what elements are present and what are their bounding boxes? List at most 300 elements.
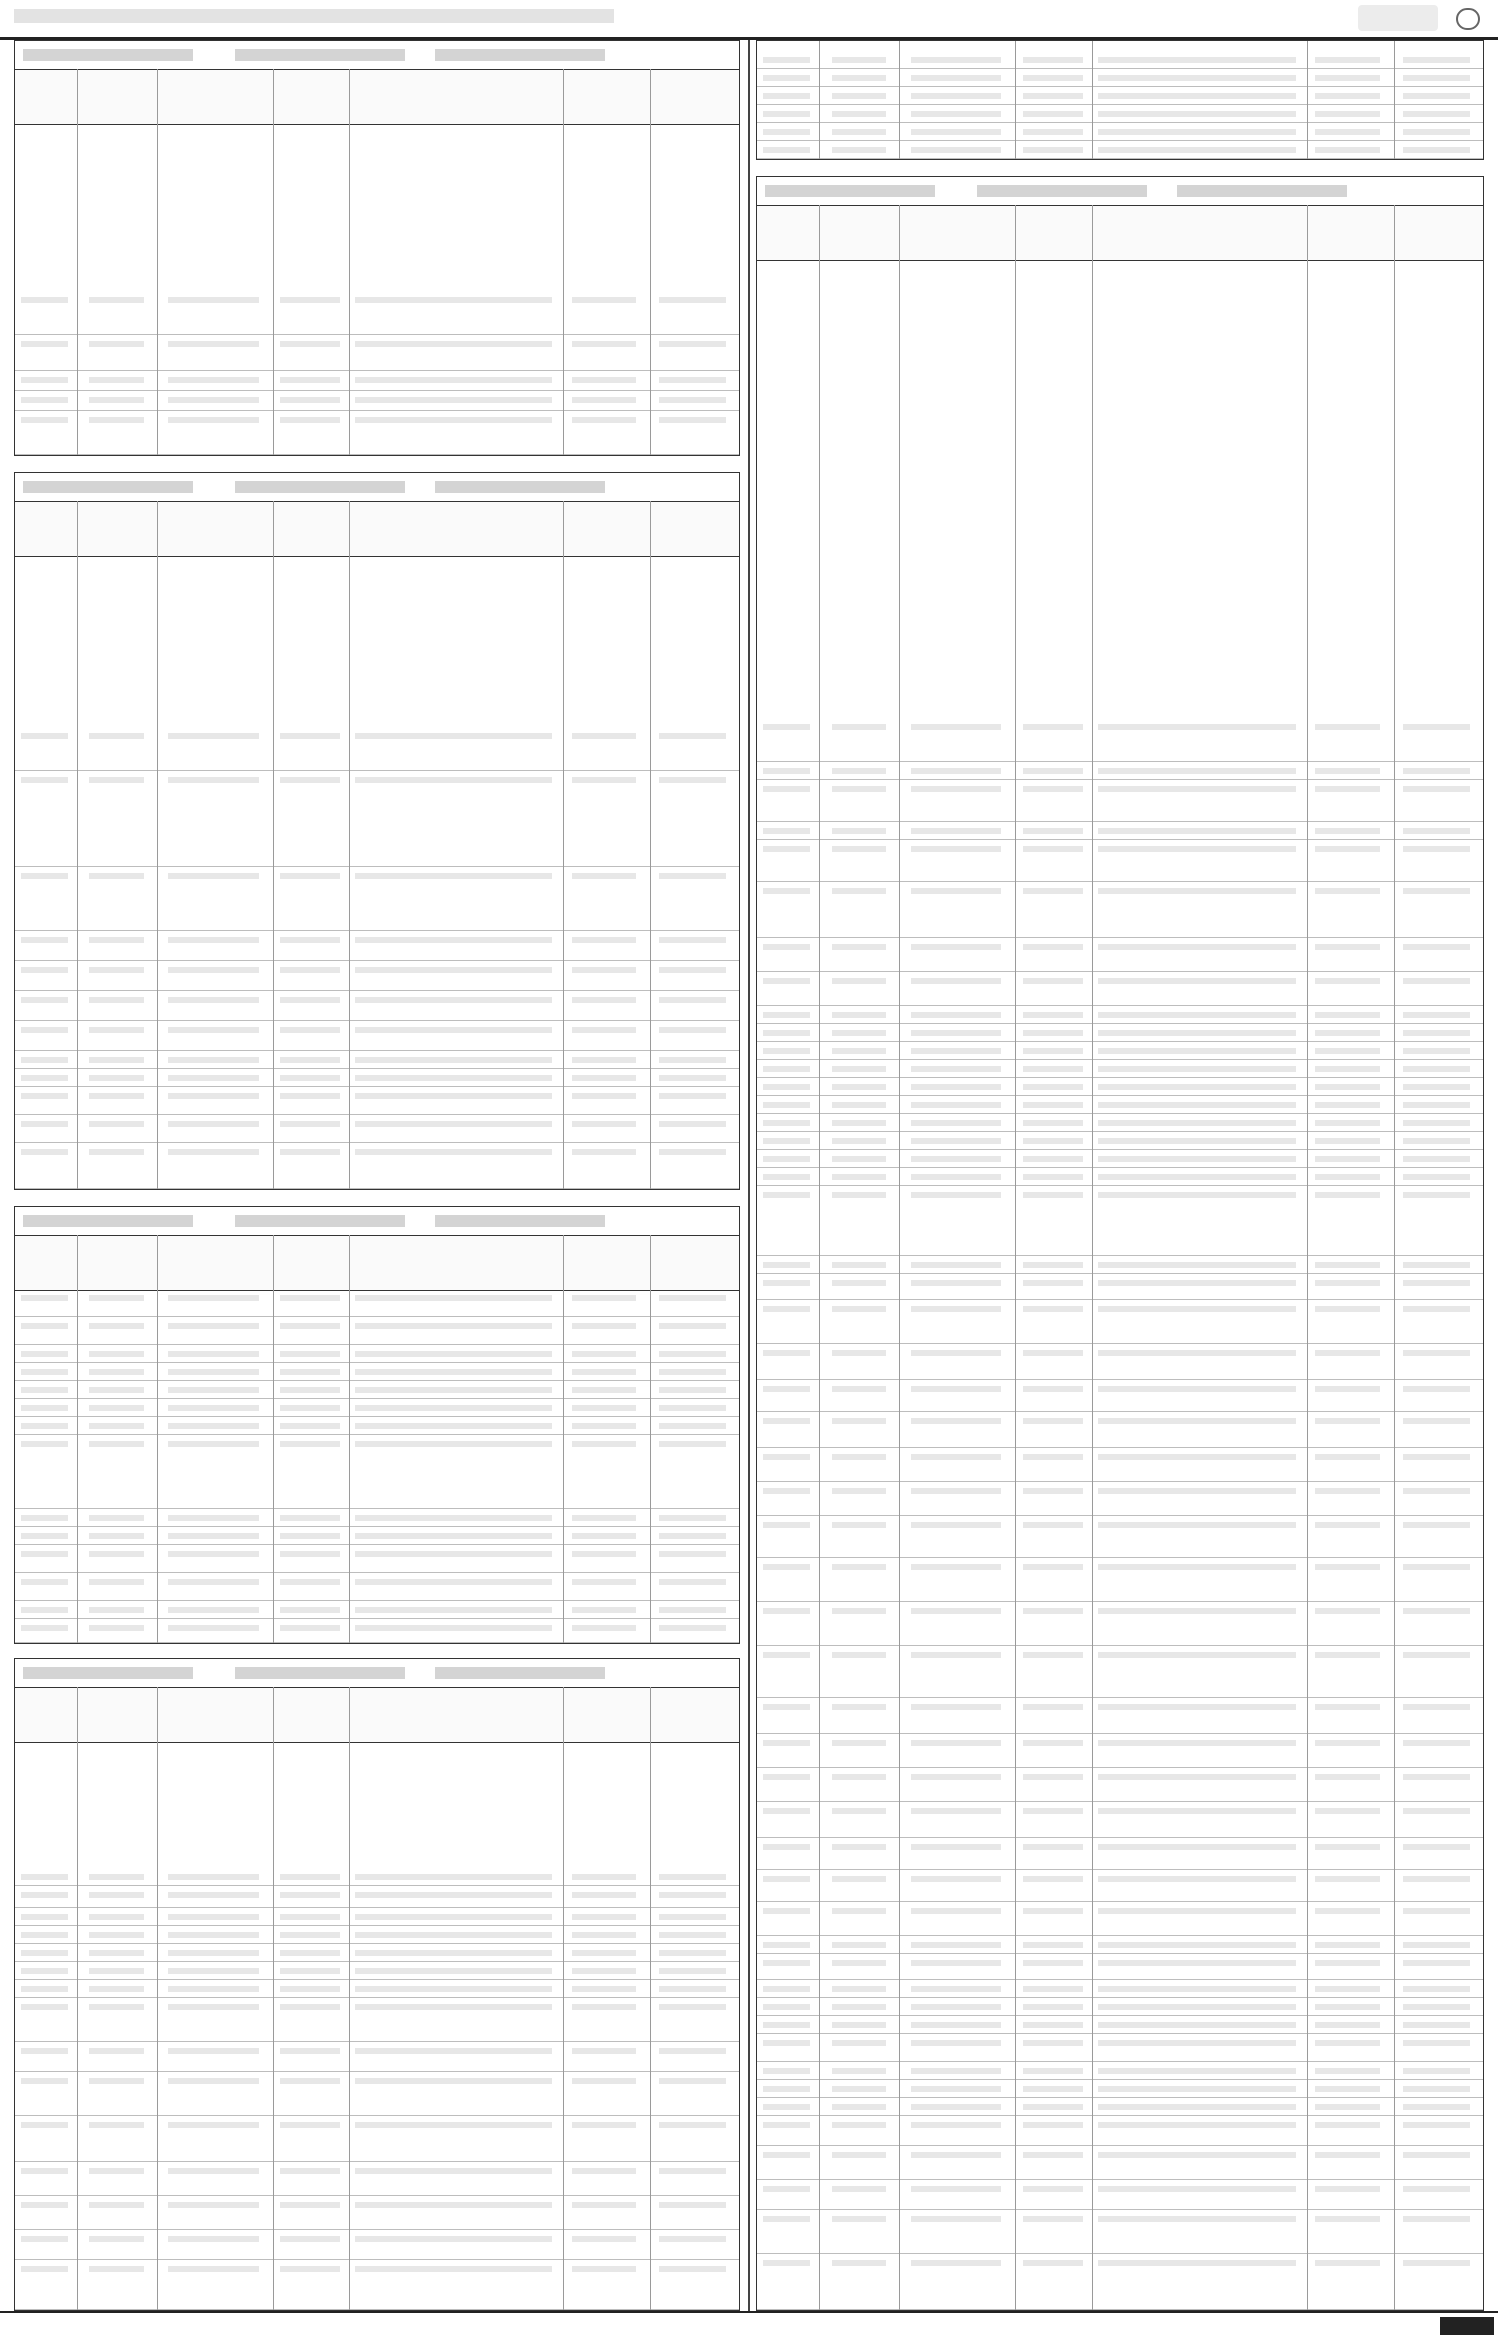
table-cell <box>355 1405 552 1411</box>
table-cell <box>911 1876 1002 1882</box>
table-cell <box>89 1323 143 1329</box>
table-cell <box>355 1607 552 1613</box>
table-cell <box>168 1914 259 1920</box>
table-row <box>757 2098 1483 2116</box>
table-row <box>15 2116 739 2162</box>
table-cell <box>1403 2040 1470 2046</box>
table-cell <box>1023 1986 1083 1992</box>
table-cell <box>1315 888 1380 894</box>
table-cell <box>911 2152 1002 2158</box>
table-row <box>15 1087 739 1115</box>
table-cell <box>168 1625 259 1631</box>
table-cell <box>1023 75 1083 81</box>
table-cell <box>1023 724 1083 730</box>
table-cell <box>911 2122 1002 2128</box>
heading-text <box>765 185 935 197</box>
table-cell <box>572 1441 636 1447</box>
table-cell <box>659 1057 726 1063</box>
table-cell <box>1403 1488 1470 1494</box>
table-cell <box>1098 2186 1296 2192</box>
table-cell <box>1098 1066 1296 1072</box>
table-cell <box>832 1192 886 1198</box>
table-cell <box>1023 2104 1083 2110</box>
table-cell <box>355 1423 552 1429</box>
heading-text <box>235 1667 405 1679</box>
table-row <box>15 1998 739 2042</box>
table-cell <box>572 1351 636 1357</box>
table-cell <box>1098 1102 1296 1108</box>
table-cell <box>1098 1350 1296 1356</box>
table-cell <box>572 2078 636 2084</box>
table-cell <box>355 873 552 879</box>
table-cell <box>832 1876 886 1882</box>
table-cell <box>1098 1386 1296 1392</box>
table-cell <box>168 297 259 303</box>
table-cell <box>1403 1156 1470 1162</box>
table-cell <box>659 2266 726 2272</box>
table-cell <box>911 57 1002 63</box>
table-cell <box>572 341 636 347</box>
table-cell <box>21 1351 68 1357</box>
table-cell <box>280 777 339 783</box>
table-cell <box>355 2202 552 2208</box>
table-cell <box>168 1093 259 1099</box>
heading-text <box>977 185 1147 197</box>
table-cell <box>1403 93 1470 99</box>
table-row <box>757 1954 1483 1980</box>
table-row <box>15 1980 739 1998</box>
table-cell <box>763 1808 810 1814</box>
table-cell <box>911 1306 1002 1312</box>
table-cell <box>89 1387 143 1393</box>
table-cell <box>1403 1608 1470 1614</box>
table-cell <box>832 2022 886 2028</box>
table-cell <box>1098 75 1296 81</box>
table-cell <box>832 57 886 63</box>
table-row <box>757 1042 1483 1060</box>
masthead <box>0 0 1498 40</box>
table-cell <box>572 1423 636 1429</box>
table-cell <box>168 1405 259 1411</box>
table-cell <box>832 2122 886 2128</box>
table-row <box>757 1060 1483 1078</box>
table-cell <box>911 828 1002 834</box>
column-rule <box>157 501 158 1189</box>
table-cell <box>763 2152 810 2158</box>
table-cell <box>280 1405 339 1411</box>
table-cell <box>659 1551 726 1557</box>
table-cell <box>659 2202 726 2208</box>
table-cell <box>911 1960 1002 1966</box>
table-cell <box>89 1874 143 1880</box>
table-cell <box>280 1441 339 1447</box>
table-cell <box>763 1844 810 1850</box>
table-cell <box>1315 1012 1380 1018</box>
table-row <box>15 1886 739 1908</box>
table-cell <box>1403 1908 1470 1914</box>
table-cell <box>1023 147 1083 153</box>
table-cell <box>168 2266 259 2272</box>
table-row <box>757 2016 1483 2034</box>
table-cell <box>168 1295 259 1301</box>
table-cell <box>355 1351 552 1357</box>
table-cell <box>280 1607 339 1613</box>
table-cell <box>832 2086 886 2092</box>
table-cell <box>832 2186 886 2192</box>
table-cell <box>1023 1942 1083 1948</box>
table-cell <box>168 1551 259 1557</box>
column-rule <box>563 1687 564 2310</box>
table-cell <box>832 1102 886 1108</box>
table-cell <box>763 786 810 792</box>
table-cell <box>1315 1488 1380 1494</box>
table-cell <box>763 1774 810 1780</box>
table-cell <box>1403 1942 1470 1948</box>
table-cell <box>659 1607 726 1613</box>
table-cell <box>1315 1280 1380 1286</box>
table-cell <box>168 1369 259 1375</box>
section-left-1 <box>14 40 740 456</box>
table-cell <box>21 1968 68 1974</box>
table-cell <box>572 997 636 1003</box>
table-cell <box>1403 1774 1470 1780</box>
table-cell <box>355 1968 552 1974</box>
table-cell <box>763 2104 810 2110</box>
table-cell <box>168 1423 259 1429</box>
table-cell <box>1315 1102 1380 1108</box>
table-row <box>15 1908 739 1926</box>
table-cell <box>1023 1030 1083 1036</box>
table-cell <box>572 1149 636 1155</box>
table-cell <box>1023 1522 1083 1528</box>
table-cell <box>572 1369 636 1375</box>
table-cell <box>911 1608 1002 1614</box>
table-cell <box>1315 724 1380 730</box>
table-cell <box>280 2168 339 2174</box>
table-cell <box>832 1942 886 1948</box>
table-row <box>757 1274 1483 1300</box>
table-cell <box>1315 2004 1380 2010</box>
table-cell <box>1315 2040 1380 2046</box>
table-cell <box>355 937 552 943</box>
table-cell <box>911 1280 1002 1286</box>
section-heading <box>15 473 739 502</box>
table-cell <box>911 2104 1002 2110</box>
table-row <box>15 1363 739 1381</box>
table-cell <box>168 1968 259 1974</box>
table-cell <box>1315 1048 1380 1054</box>
table-cell <box>832 1740 886 1746</box>
table-row <box>757 1516 1483 1558</box>
table-cell <box>21 2202 68 2208</box>
table-cell <box>832 1488 886 1494</box>
table-cell <box>21 1892 68 1898</box>
table-cell <box>1315 2216 1380 2222</box>
table-cell <box>355 1533 552 1539</box>
table-cell <box>572 1950 636 1956</box>
table-cell <box>832 978 886 984</box>
table-cell <box>832 2040 886 2046</box>
table-cell <box>1403 1280 1470 1286</box>
table-cell <box>1098 1876 1296 1882</box>
table-cell <box>911 2186 1002 2192</box>
table-cell <box>1315 57 1380 63</box>
table-cell <box>911 1102 1002 1108</box>
table-cell <box>659 2168 726 2174</box>
table-cell <box>1098 57 1296 63</box>
table-cell <box>1098 93 1296 99</box>
table-row <box>757 2210 1483 2254</box>
table-cell <box>168 1149 259 1155</box>
column-rule <box>1092 205 1093 2310</box>
table-cell <box>1098 129 1296 135</box>
table-cell <box>1315 2122 1380 2128</box>
table-body <box>757 51 1483 159</box>
table-cell <box>280 873 339 879</box>
table-cell <box>1403 1960 1470 1966</box>
table-cell <box>1315 1808 1380 1814</box>
column-rule <box>650 69 651 455</box>
table-cell <box>1315 1030 1380 1036</box>
heading-text <box>235 481 405 493</box>
table-cell <box>1023 1774 1083 1780</box>
table-cell <box>911 1986 1002 1992</box>
table-cell <box>355 1986 552 1992</box>
table-cell <box>21 1515 68 1521</box>
table-cell <box>832 1808 886 1814</box>
table-cell <box>659 377 726 383</box>
table-cell <box>1023 1306 1083 1312</box>
table-cell <box>659 2122 726 2128</box>
table-cell <box>1023 1908 1083 1914</box>
table-row <box>757 938 1483 972</box>
table-cell <box>1098 2086 1296 2092</box>
table-cell <box>1403 2186 1470 2192</box>
table-cell <box>832 129 886 135</box>
column-header-row <box>15 502 739 557</box>
section-left-3 <box>14 1206 740 1644</box>
table-cell <box>280 2078 339 2084</box>
table-cell <box>1023 1454 1083 1460</box>
table-cell <box>280 1968 339 1974</box>
column-rule <box>563 1235 564 1643</box>
table-cell <box>355 1075 552 1081</box>
table-cell <box>89 1057 143 1063</box>
table-cell <box>280 1323 339 1329</box>
table-cell <box>659 1986 726 1992</box>
table-cell <box>1315 1652 1380 1658</box>
table-cell <box>355 1874 552 1880</box>
table-cell <box>763 1030 810 1036</box>
table-cell <box>572 937 636 943</box>
table-cell <box>572 1295 636 1301</box>
table-row <box>757 1802 1483 1838</box>
table-row <box>757 141 1483 159</box>
table-cell <box>572 1968 636 1974</box>
table-cell <box>659 1295 726 1301</box>
table-cell <box>1315 1908 1380 1914</box>
table-cell <box>1315 129 1380 135</box>
table-cell <box>1315 1306 1380 1312</box>
table-cell <box>355 1369 552 1375</box>
table-cell <box>168 1351 259 1357</box>
table-cell <box>659 1423 726 1429</box>
table-cell <box>355 1027 552 1033</box>
table-cell <box>1098 1280 1296 1286</box>
table-cell <box>1403 1564 1470 1570</box>
table-cell <box>1023 1350 1083 1356</box>
table-cell <box>21 297 68 303</box>
table-cell <box>911 1138 1002 1144</box>
page-number-badge <box>1456 8 1480 30</box>
table-cell <box>168 2048 259 2054</box>
table-cell <box>763 1608 810 1614</box>
table-cell <box>832 888 886 894</box>
table-cell <box>1023 786 1083 792</box>
table-cell <box>21 967 68 973</box>
table-cell <box>572 2202 636 2208</box>
table-cell <box>1098 1488 1296 1494</box>
table-cell <box>280 2048 339 2054</box>
table-cell <box>89 2122 143 2128</box>
table-cell <box>1098 1608 1296 1614</box>
table-cell <box>1403 1844 1470 1850</box>
table-cell <box>1098 1084 1296 1090</box>
table-cell <box>572 2168 636 2174</box>
table-cell <box>572 1515 636 1521</box>
table-cell <box>89 1551 143 1557</box>
table-cell <box>21 1405 68 1411</box>
table-cell <box>280 1625 339 1631</box>
table-row <box>15 1417 739 1435</box>
table-cell <box>911 944 1002 950</box>
table-cell <box>832 1280 886 1286</box>
table-cell <box>168 1323 259 1329</box>
table-cell <box>1098 724 1296 730</box>
table-cell <box>659 1892 726 1898</box>
table-cell <box>763 1138 810 1144</box>
table-row <box>15 335 739 371</box>
table-cell <box>1023 93 1083 99</box>
table-cell <box>280 1932 339 1938</box>
column-rule <box>273 501 274 1189</box>
heading-text <box>435 49 605 61</box>
table-cell <box>168 1607 259 1613</box>
table-cell <box>21 1551 68 1557</box>
table-row <box>757 1482 1483 1516</box>
table-cell <box>1023 846 1083 852</box>
table-cell <box>21 1932 68 1938</box>
table-cell <box>1403 1386 1470 1392</box>
table-row <box>757 1096 1483 1114</box>
table-cell <box>1315 1564 1380 1570</box>
column-rule <box>1092 41 1093 159</box>
table-cell <box>659 777 726 783</box>
table-cell <box>832 1350 886 1356</box>
table-row <box>757 1448 1483 1482</box>
table-cell <box>763 1084 810 1090</box>
table-cell <box>832 768 886 774</box>
table-cell <box>1023 1488 1083 1494</box>
table-cell <box>1403 147 1470 153</box>
table-cell <box>1098 1704 1296 1710</box>
table-cell <box>1023 1704 1083 1710</box>
table-row <box>757 87 1483 105</box>
table-cell <box>1023 1174 1083 1180</box>
table-cell <box>168 2236 259 2242</box>
table-cell <box>832 2068 886 2074</box>
table-cell <box>1098 1454 1296 1460</box>
table-cell <box>168 873 259 879</box>
table-row <box>15 2162 739 2196</box>
table-cell <box>832 1608 886 1614</box>
table-cell <box>659 1149 726 1155</box>
table-cell <box>1403 2216 1470 2222</box>
table-cell <box>911 1066 1002 1072</box>
table-cell <box>168 1121 259 1127</box>
table-cell <box>168 2078 259 2084</box>
table-cell <box>168 2122 259 2128</box>
table-cell <box>1098 1306 1296 1312</box>
table-cell <box>89 1986 143 1992</box>
table-cell <box>355 1057 552 1063</box>
table-cell <box>763 1986 810 1992</box>
table-row <box>15 291 739 335</box>
table-row <box>757 840 1483 882</box>
table-cell <box>659 1369 726 1375</box>
column-rule <box>157 1235 158 1643</box>
table-cell <box>21 1121 68 1127</box>
table-cell <box>659 1579 726 1585</box>
table-cell <box>659 937 726 943</box>
table-cell <box>1403 1522 1470 1528</box>
table-cell <box>355 377 552 383</box>
table-cell <box>1315 1774 1380 1780</box>
table-row <box>757 1344 1483 1380</box>
table-cell <box>355 997 552 1003</box>
table-cell <box>1023 2086 1083 2092</box>
table-cell <box>1403 1704 1470 1710</box>
table-body <box>15 1868 739 2310</box>
table-cell <box>763 768 810 774</box>
table-cell <box>659 1533 726 1539</box>
table-cell <box>911 2068 1002 2074</box>
table-cell <box>1098 2104 1296 2110</box>
table-cell <box>832 1774 886 1780</box>
table-cell <box>572 417 636 423</box>
table-cell <box>572 1914 636 1920</box>
table-cell <box>659 1950 726 1956</box>
table-cell <box>89 397 143 403</box>
table-row <box>15 1601 739 1619</box>
table-cell <box>572 1405 636 1411</box>
table-cell <box>1098 2068 1296 2074</box>
table-cell <box>911 1386 1002 1392</box>
table-cell <box>911 1262 1002 1268</box>
table-cell <box>280 1027 339 1033</box>
table-body <box>757 718 1483 2310</box>
table-cell <box>1023 2216 1083 2222</box>
table-cell <box>280 2236 339 2242</box>
table-cell <box>763 1048 810 1054</box>
table-cell <box>911 2216 1002 2222</box>
table-cell <box>763 2068 810 2074</box>
table-cell <box>280 1892 339 1898</box>
table-cell <box>89 1932 143 1938</box>
table-cell <box>21 873 68 879</box>
column-rule <box>899 205 900 2310</box>
table-cell <box>1403 1192 1470 1198</box>
